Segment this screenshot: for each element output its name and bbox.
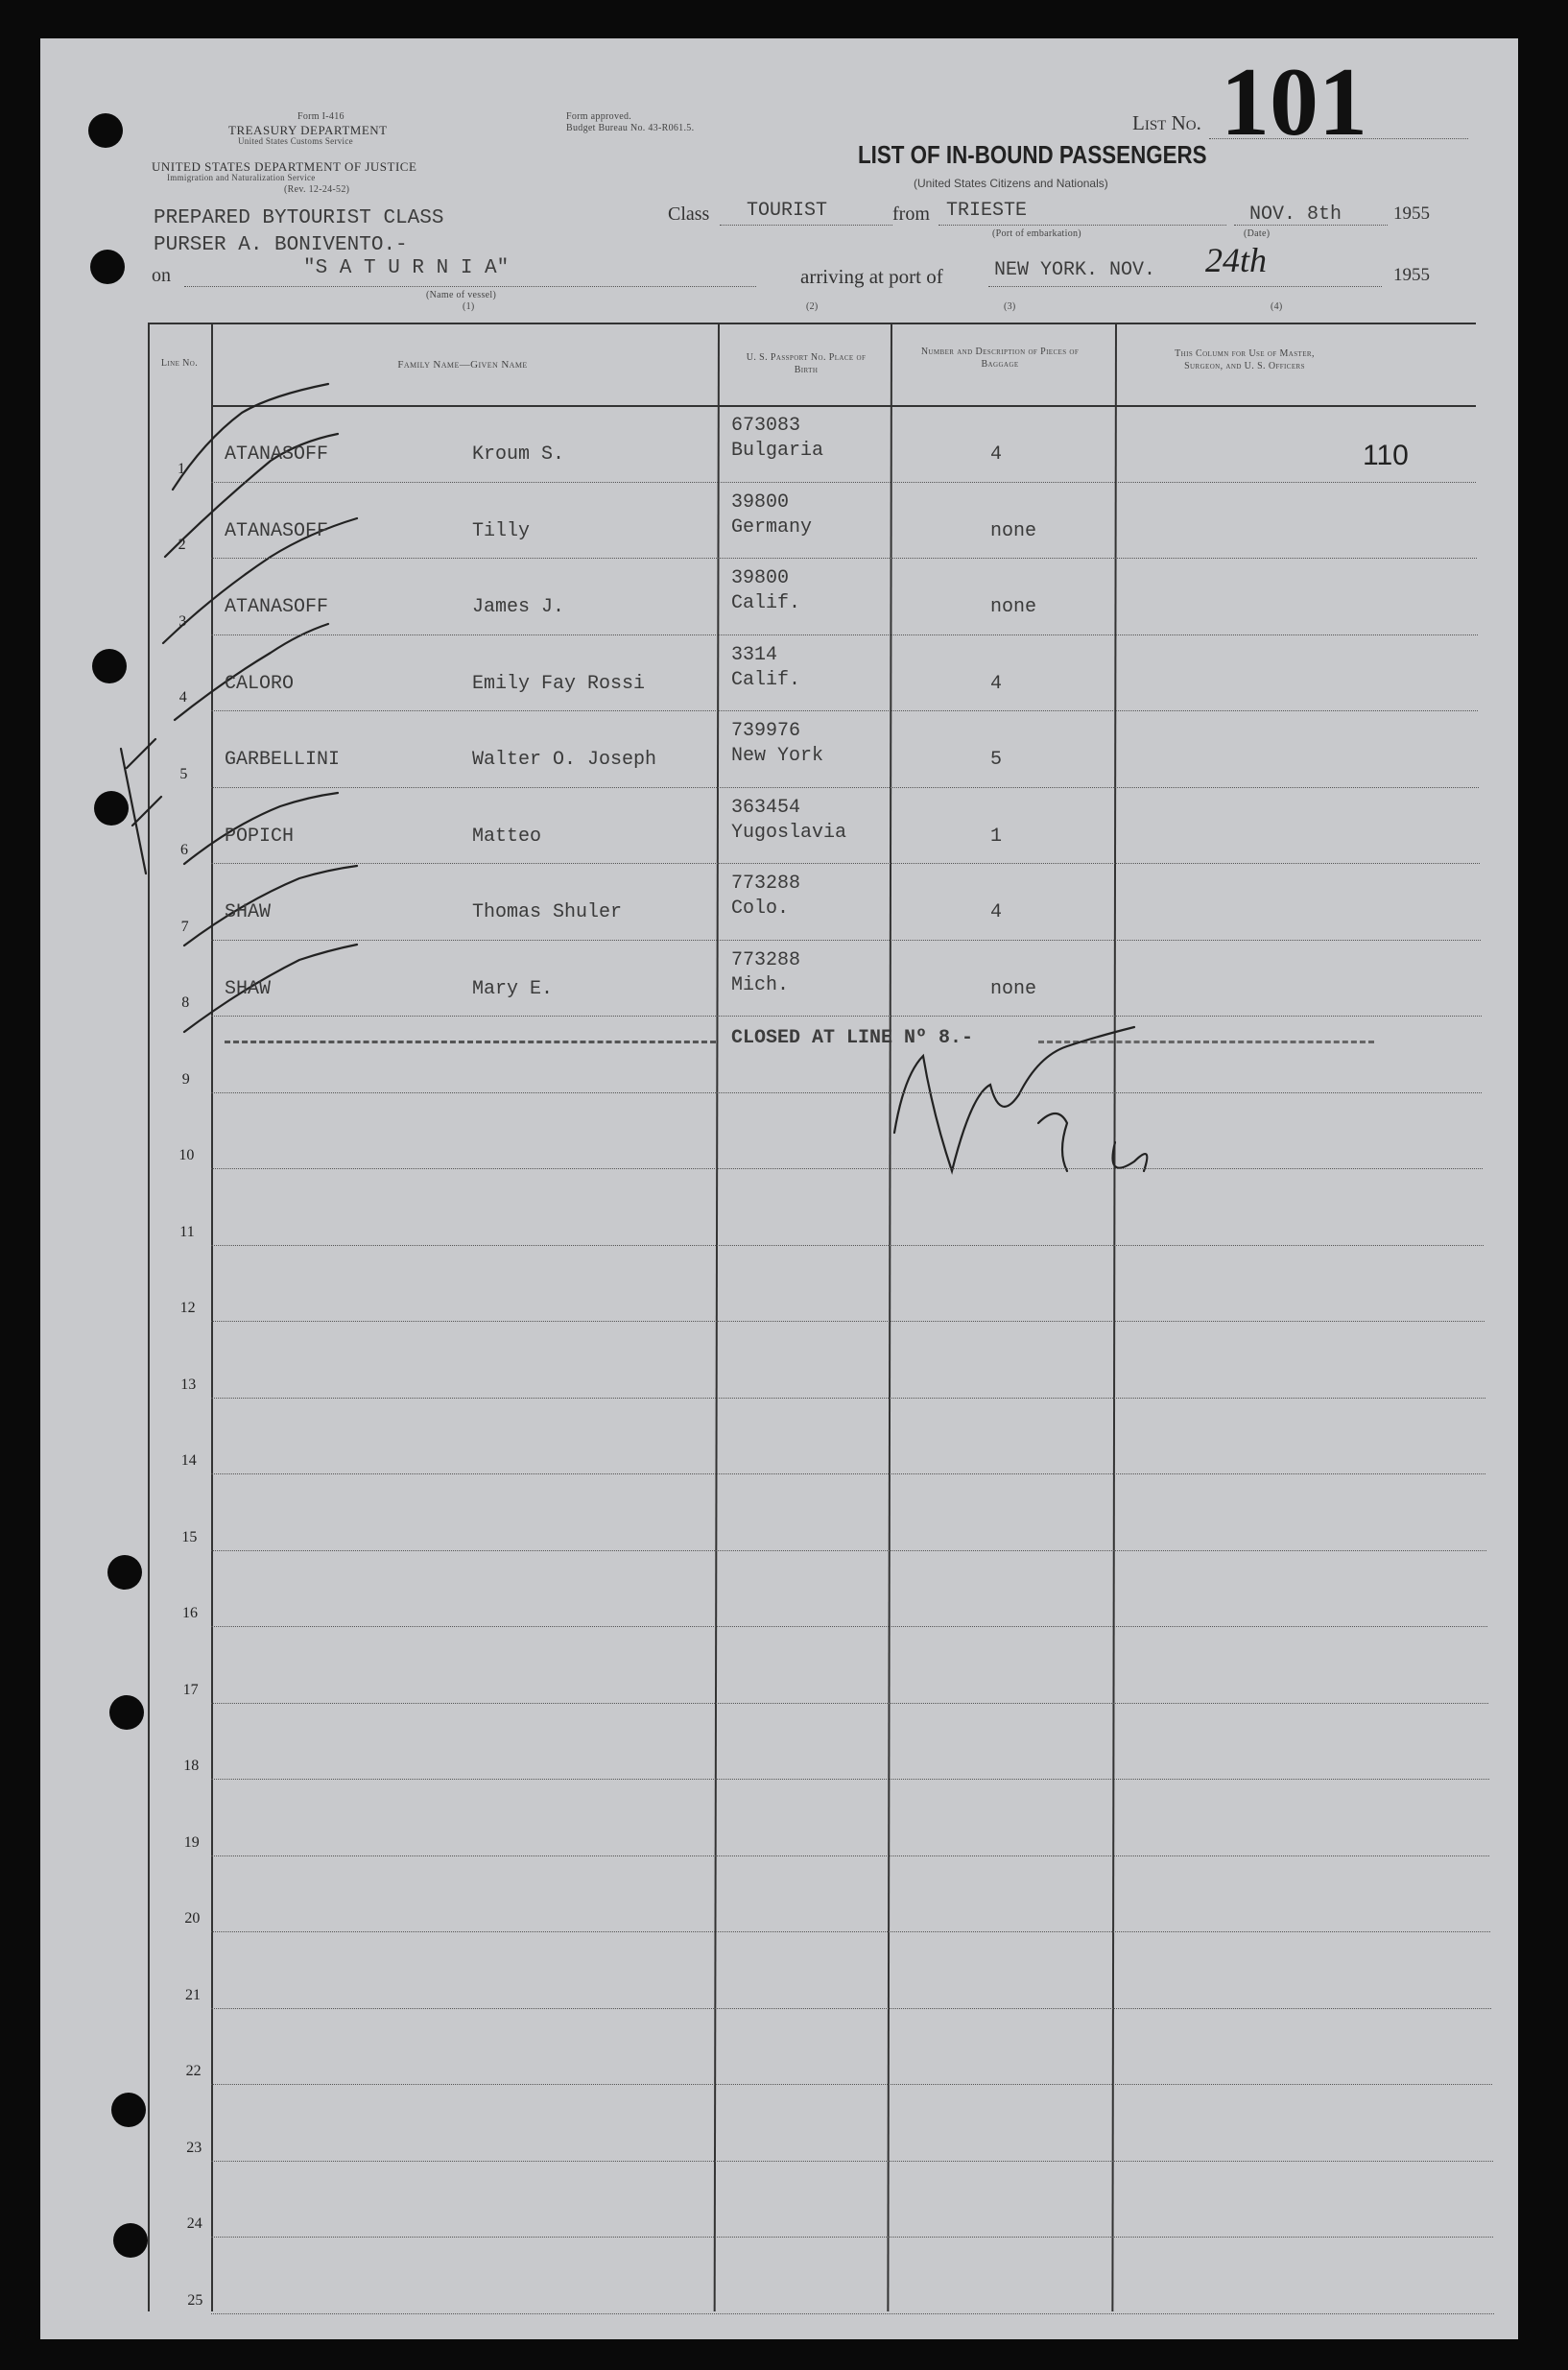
row-rule [211, 1016, 1482, 1017]
given-name: Kroum S. [472, 443, 565, 466]
caption-1: (1) [463, 301, 475, 312]
departure-year: 1955 [1393, 203, 1430, 224]
row-rule [211, 2084, 1492, 2085]
line-number: 12 [179, 1300, 196, 1316]
line-number: 22 [185, 2063, 202, 2079]
line-number: 20 [184, 1910, 201, 1927]
from-value: TRIESTE [946, 200, 1028, 222]
arrival-port: NEW YORK. NOV. [994, 259, 1156, 281]
class-value: TOURIST [747, 200, 828, 222]
line-number: 7 [180, 918, 189, 935]
customs-service: United States Customs Service [238, 136, 353, 146]
row-rule [211, 558, 1477, 559]
purser-name: PURSER A. BONIVENTO.- [154, 234, 408, 256]
col-header-officers: This Column for Use of Master, Surgeon, and U. S. Officers [1175, 348, 1315, 371]
line-number: 4 [178, 689, 187, 706]
row-rule [211, 1398, 1485, 1399]
baggage-count: 4 [990, 901, 1003, 923]
manifest-subtitle: (United States Citizens and Nationals) [914, 177, 1108, 190]
caption-4: (4) [1271, 301, 1283, 312]
row-rule [211, 940, 1481, 941]
row-rule [211, 1092, 1482, 1093]
line-number: 18 [183, 1758, 200, 1774]
given-name: Thomas Shuler [472, 901, 623, 923]
manifest-page [40, 38, 1518, 2339]
place-of-birth: Germany [731, 515, 813, 539]
caption-2: (2) [806, 301, 819, 312]
row-rule [211, 2161, 1493, 2162]
line-number: 6 [180, 842, 188, 858]
passport-number: 39800 [731, 567, 790, 589]
row-rule [211, 482, 1476, 483]
officer-note: 110 [1363, 440, 1409, 471]
passport-number: 773288 [731, 873, 801, 895]
departure-date: NOV. 8th [1249, 203, 1342, 226]
row-rule [211, 787, 1479, 788]
closed-statement: CLOSED AT LINE Nº 8.- [731, 1027, 974, 1049]
family-name: ATANASOFF [225, 519, 329, 542]
row-rule [211, 863, 1480, 864]
baggage-count: 5 [990, 749, 1003, 771]
line-number: 11 [179, 1223, 195, 1240]
baggage-count: 4 [990, 672, 1003, 695]
line-number: 17 [182, 1681, 199, 1698]
from-label: from [892, 203, 930, 225]
justice-heading: UNITED STATES DEPARTMENT OF JUSTICE [152, 159, 417, 174]
list-number-label: List No. [1132, 111, 1201, 134]
arrival-year: 1955 [1393, 265, 1430, 285]
baggage-count: 1 [990, 825, 1003, 848]
row-rule [211, 710, 1478, 711]
closing-signature [1038, 1113, 1067, 1171]
place-of-birth: Bulgaria [731, 440, 824, 462]
row-rule [211, 1550, 1486, 1551]
given-name: James J. [472, 596, 565, 618]
passport-number: 39800 [731, 491, 790, 514]
line-number: 15 [181, 1528, 198, 1545]
form-approved: Form approved. [566, 111, 632, 122]
clerk-mark [121, 739, 161, 874]
row-rule [211, 1779, 1489, 1780]
baggage-count: none [990, 596, 1037, 618]
family-name: SHAW [225, 977, 272, 1000]
baggage-count: 4 [990, 443, 1003, 466]
vessel-caption: (Name of vessel) [426, 290, 497, 300]
row-rule [211, 634, 1478, 635]
vessel-name: "S A T U R N I A" [303, 257, 510, 279]
passport-number: 363454 [731, 796, 801, 819]
line-number: 23 [186, 2139, 202, 2156]
row-rule [211, 1855, 1489, 1856]
col-header-passport: U. S. Passport No. Place of Birth [746, 352, 867, 375]
family-name: CALORO [225, 672, 295, 695]
row-rule [211, 1626, 1487, 1627]
ins-service: Immigration and Naturalization Service [167, 173, 316, 182]
line-number: 1 [178, 460, 185, 477]
line-number: 24 [186, 2215, 202, 2232]
treasury-heading: TREASURY DEPARTMENT [228, 123, 388, 137]
line-number: 21 [185, 1986, 201, 2003]
line-number: 3 [178, 612, 187, 630]
line-number: 5 [179, 765, 188, 782]
place-of-birth: Calif. [731, 592, 801, 614]
row-rule [211, 1473, 1485, 1474]
place-of-birth: Colo. [731, 898, 790, 920]
prepared-by: PREPARED BYTOURIST CLASS [154, 207, 444, 229]
line-number: 10 [178, 1147, 195, 1163]
form-revision: (Rev. 12-24-52) [284, 184, 350, 195]
row-rule [211, 1703, 1488, 1704]
family-name: ATANASOFF [225, 596, 329, 618]
passport-number: 673083 [731, 415, 801, 437]
manifest-title: LIST OF IN-BOUND PASSENGERS [858, 140, 1207, 169]
place-of-birth: Mich. [731, 973, 790, 996]
given-name: Mary E. [472, 977, 554, 1000]
given-name: Emily Fay Rossi [472, 672, 646, 695]
place-of-birth: Yugoslavia [731, 821, 847, 844]
passport-number: 739976 [731, 720, 801, 742]
family-name: ATANASOFF [225, 443, 329, 466]
line-number: 14 [180, 1452, 197, 1469]
line-number: 19 [183, 1833, 200, 1851]
closing-signature [894, 1027, 1134, 1171]
caption-3: (3) [1004, 301, 1016, 312]
line-number: 25 [187, 2291, 203, 2309]
row-rule [211, 2237, 1493, 2238]
passport-number: 773288 [731, 948, 801, 971]
on-label: on [152, 265, 171, 286]
row-rule [211, 2008, 1491, 2009]
arrival-day: 24th [1205, 241, 1268, 279]
col-header-line: Line No. [160, 358, 199, 369]
form-number: Form I-416 [297, 111, 344, 122]
row-rule [211, 1168, 1483, 1169]
check-mark [173, 384, 328, 490]
line-number: 8 [181, 994, 190, 1011]
row-rule [211, 1245, 1484, 1246]
line-number: 16 [182, 1605, 198, 1621]
row-rule [211, 1931, 1490, 1932]
row-rule [211, 2313, 1494, 2314]
given-name: Tilly [472, 519, 531, 542]
arriving-label: arriving at port of [800, 265, 943, 288]
family-name: GARBELLINI [225, 749, 341, 771]
row-rule [211, 1321, 1485, 1322]
line-number: 2 [178, 537, 186, 553]
passport-number: 3314 [731, 643, 778, 666]
closing-signature [1113, 1142, 1148, 1171]
budget-bureau: Budget Bureau No. 43-R061.5. [566, 123, 695, 133]
line-number: 13 [180, 1376, 197, 1393]
family-name: SHAW [225, 901, 272, 923]
given-name: Walter O. Joseph [472, 749, 657, 771]
line-number: 9 [181, 1070, 190, 1088]
list-number: 101 [1221, 48, 1367, 156]
annotation-marks [40, 38, 1518, 2339]
family-name: POPICH [225, 825, 295, 848]
col-header-name: Family Name—Given Name [397, 359, 528, 371]
port-embark-caption: (Port of embarkation) [992, 228, 1081, 239]
given-name: Matteo [472, 825, 542, 848]
date-caption: (Date) [1244, 228, 1271, 239]
place-of-birth: Calif. [731, 668, 801, 691]
baggage-count: none [990, 977, 1037, 1000]
baggage-count: none [990, 519, 1037, 542]
class-label: Class [668, 203, 710, 225]
col-header-baggage: Number and Description of Pieces of Baggage [920, 347, 1080, 370]
place-of-birth: New York [731, 745, 824, 767]
